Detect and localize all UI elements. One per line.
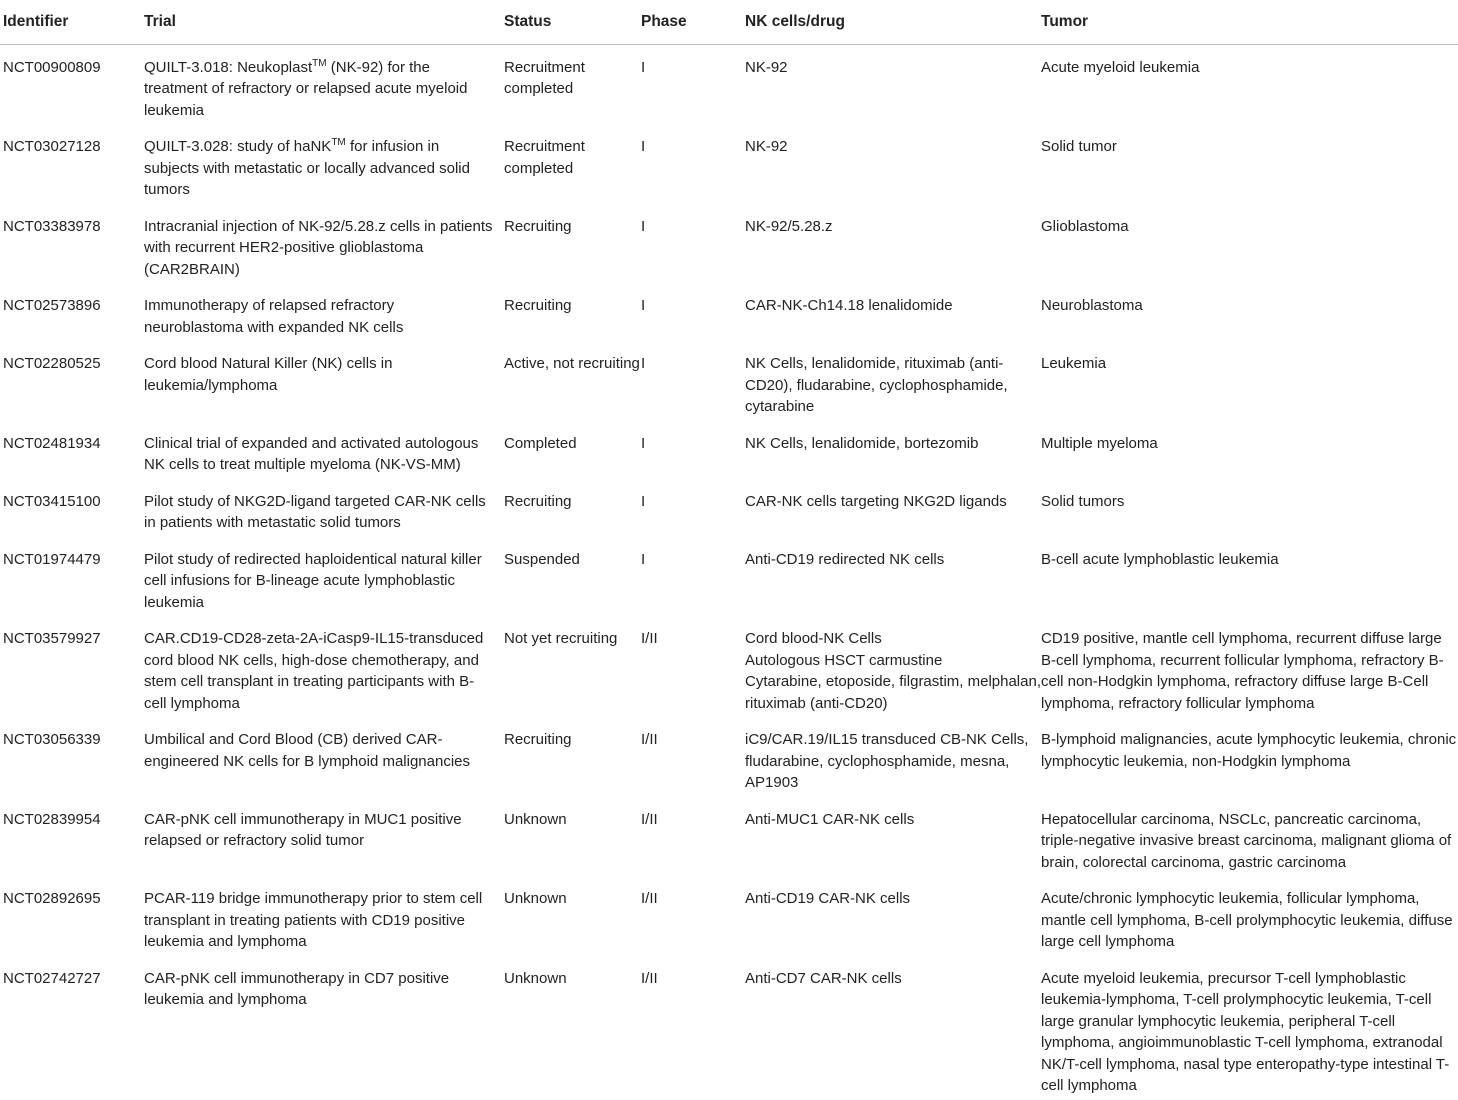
trademark-superscript: TM [331,137,346,148]
cell-phase: I/II [641,890,658,907]
trial-text: CAR.CD19-CD28-zeta-2A-iCasp9-IL15-transduced cord blood NK cells, high-dose chemotherapy, and stem cell transplant in treating participants with B-cell lymphoma [144,630,484,712]
cell-identifier: NCT02573896 [3,297,101,314]
drug-line: Autologous HSCT carmustine [745,651,943,669]
cell-tumor: Hepatocellular carcinoma, NSCLc, pancreatic carcinoma, triple-negative invasive breast carcinoma, malignant glioma of brain, colorectal carcinoma, gastric carcinoma [1041,810,1452,871]
drug-line: Anti-CD19 redirected NK cells [745,550,945,568]
cell-phase: I [641,297,646,314]
table-row [0,341,1458,421]
cell-status: Recruitment completed [504,58,585,97]
drug-line: CAR-NK cells targeting NKG2D ligands [745,492,1007,510]
cell-identifier: NCT03383978 [3,217,101,235]
cell-drug [745,283,1041,341]
trial-text: Pilot study of NKG2D-ligand targeted CAR-NK cells in patients with metastatic solid tumors [144,492,486,531]
cell-phase: I/II [641,731,658,748]
cell-tumor: Multiple myeloma [1041,434,1158,452]
drug-line: NK-92/5.28.z [745,217,833,235]
drug-line: NK Cells, lenalidomide, bortezomib [745,434,979,452]
cell-status: Recruiting [504,297,572,314]
trial-text-continued: (NK-92) for the treatment of refractory or relapsed acute myeloid leukemia [144,58,468,119]
trial-text: QUILT-3.028: study of haNK [144,138,332,155]
cell-trial [144,797,504,877]
cell-status: Recruiting [504,492,572,510]
table-row [0,717,1458,797]
cell-drug [745,124,1041,204]
drug-line: Anti-CD7 CAR-NK cells [745,969,902,987]
header-status: Status [504,0,641,44]
cell-phase: I [641,550,646,568]
drug-line: NK Cells, lenalidomide, rituximab (anti-CD20), fludarabine, cyclophosphamide, cytarabine [745,355,1008,415]
cell-drug [745,421,1041,479]
cell-trial [144,876,504,956]
cell-phase: I [641,58,646,76]
cell-trial [144,204,504,284]
cell-drug [745,956,1041,1100]
drug-line: iC9/CAR.19/IL15 transduced CB-NK Cells, fludarabine, cyclophosphamide, mesna, AP1903 [745,731,1029,791]
cell-identifier: NCT02742727 [3,969,101,987]
cell-tumor: Acute myeloid leukemia [1041,58,1200,76]
trial-text: CAR-pNK cell immunotherapy in CD7 positive leukemia and lymphoma [144,969,450,1008]
cell-identifier: NCT03027128 [3,138,101,155]
cell-phase: I [641,492,646,510]
header-identifier: Identifier [0,0,144,44]
trial-text: Cord blood Natural Killer (NK) cells in leukemia/lymphoma [144,355,393,394]
trial-text: PCAR-119 bridge immunotherapy prior to stem cell transplant in treating patients with CD19 positive leukemia and lymphoma [144,890,483,950]
cell-phase: I/II [641,969,658,987]
cell-tumor: Acute/chronic lymphocytic leukemia, follicular lymphoma, mantle cell lymphoma, B-cell prolymphocytic leukemia, diffuse large cell lymphoma [1041,890,1453,950]
cell-trial [144,283,504,341]
cell-drug [745,204,1041,284]
cell-trial [144,479,504,537]
trial-text: Clinical trial of expanded and activated autologous NK cells to treat multiple myeloma (NK-VS-MM) [144,434,479,473]
cell-phase: I/II [641,810,658,828]
header-drug: NK cells/drug [745,0,1041,44]
table-row [0,421,1458,479]
cell-drug [745,717,1041,797]
trial-text: Umbilical and Cord Blood (CB) derived CAR-engineered NK cells for B lymphoid malignancies [144,731,471,770]
table-row [0,537,1458,617]
cell-trial [144,956,504,1100]
cell-drug [745,341,1041,421]
table-row [0,479,1458,537]
cell-tumor: Glioblastoma [1041,217,1129,235]
trademark-superscript: TM [312,57,327,69]
cell-identifier: NCT02481934 [3,434,101,452]
drug-line: NK-92 [745,58,788,76]
header-phase: Phase [641,0,745,44]
cell-tumor: Neuroblastoma [1041,297,1143,314]
cell-trial [144,124,504,204]
drug-line: NK-92 [745,138,788,155]
trial-text: CAR-pNK cell immunotherapy in MUC1 positive relapsed or refractory solid tumor [144,810,462,849]
cell-tumor: Acute myeloid leukemia, precursor T-cell lymphoblastic leukemia-lymphoma, T-cell prolymphocytic leukemia, T-cell large granular lymphocytic leukemia, peripheral T-cell lymphoma, angioimmunoblastic T-cell lymphoma, extranodal NK/T-cell lymphoma, nasal type enteropathy-type intestinal T-cell lymphoma [1041,969,1450,1094]
cell-status: Not yet recruiting [504,630,618,647]
cell-tumor: Solid tumor [1041,138,1117,155]
cell-trial [144,421,504,479]
cell-status: Completed [504,434,577,452]
cell-tumor: Leukemia [1041,355,1107,372]
cell-identifier: NCT00900809 [3,58,101,76]
cell-phase: I [641,434,646,452]
trial-text: Intracranial injection of NK-92/5.28.z cells in patients with recurrent HER2-positive glioblastoma (CAR2BRAIN) [144,217,493,278]
cell-tumor: CD19 positive, mantle cell lymphoma, recurrent diffuse large B-cell lymphoma, recurrent follicular lymphoma, refractory B-cell non-Hodgkin lymphoma, refractory diffuse large B-Cell lymphoma, refractory follicular lymphoma [1041,630,1444,712]
cell-trial [144,44,504,124]
drug-line: Cytarabine, etoposide, filgrastim, melphalan, rituximab (anti-CD20) [745,673,1041,712]
cell-status: Recruiting [504,217,572,235]
trial-text: Immunotherapy of relapsed refractory neuroblastoma with expanded NK cells [144,297,404,336]
cell-status: Suspended [504,550,580,568]
cell-identifier: NCT03579927 [3,630,101,647]
table-row [0,616,1458,717]
cell-tumor: B-lymphoid malignancies, acute lymphocytic leukemia, chronic lymphocytic leukemia, non-Hodgkin lymphoma [1041,731,1457,770]
cell-status: Recruiting [504,731,572,748]
table-row [0,797,1458,877]
cell-trial [144,537,504,617]
drug-line: Anti-CD19 CAR-NK cells [745,890,911,907]
cell-status: Unknown [504,969,567,987]
cell-status: Recruitment completed [504,138,585,177]
cell-identifier: NCT03056339 [3,731,101,748]
header-trial: Trial [144,0,504,44]
cell-status: Unknown [504,890,567,907]
drug-line: Cord blood-NK Cells [745,630,882,647]
table-row [0,124,1458,204]
cell-phase: I [641,138,646,155]
table-row [0,283,1458,341]
cell-identifier: NCT02839954 [3,810,101,828]
cell-status: Active, not recruiting [504,355,640,372]
cell-trial [144,717,504,797]
header-row [0,0,1458,44]
cell-identifier: NCT02892695 [3,890,101,907]
trial-text-continued: for infusion in subjects with metastatic or locally advanced solid tumors [144,138,470,198]
cell-identifier: NCT03415100 [3,492,101,510]
drug-line: CAR-NK-Ch14.18 lenalidomide [745,297,953,314]
table-row [0,876,1458,956]
cell-phase: I/II [641,630,658,647]
table-row [0,204,1458,284]
cell-drug [745,876,1041,956]
cell-identifier: NCT02280525 [3,355,101,372]
cell-tumor: B-cell acute lymphoblastic leukemia [1041,550,1279,568]
cell-drug [745,537,1041,617]
cell-identifier: NCT01974479 [3,550,101,568]
cell-phase: I [641,217,646,235]
trial-text: QUILT-3.018: Neukoplast [144,58,313,76]
cell-drug [745,479,1041,537]
cell-drug [745,616,1041,717]
drug-line: Anti-MUC1 CAR-NK cells [745,810,915,828]
cell-status: Unknown [504,810,567,828]
table-row [0,44,1458,124]
cell-drug [745,797,1041,877]
cell-drug [745,44,1041,124]
table-row [0,956,1458,1100]
cell-phase: I [641,355,646,372]
cell-tumor: Solid tumors [1041,492,1125,510]
cell-trial [144,341,504,421]
header-tumor: Tumor [1041,0,1458,44]
cell-trial [144,616,504,717]
trial-text: Pilot study of redirected haploidentical natural killer cell infusions for B-lineage acute lymphoblastic leukemia [144,550,482,611]
